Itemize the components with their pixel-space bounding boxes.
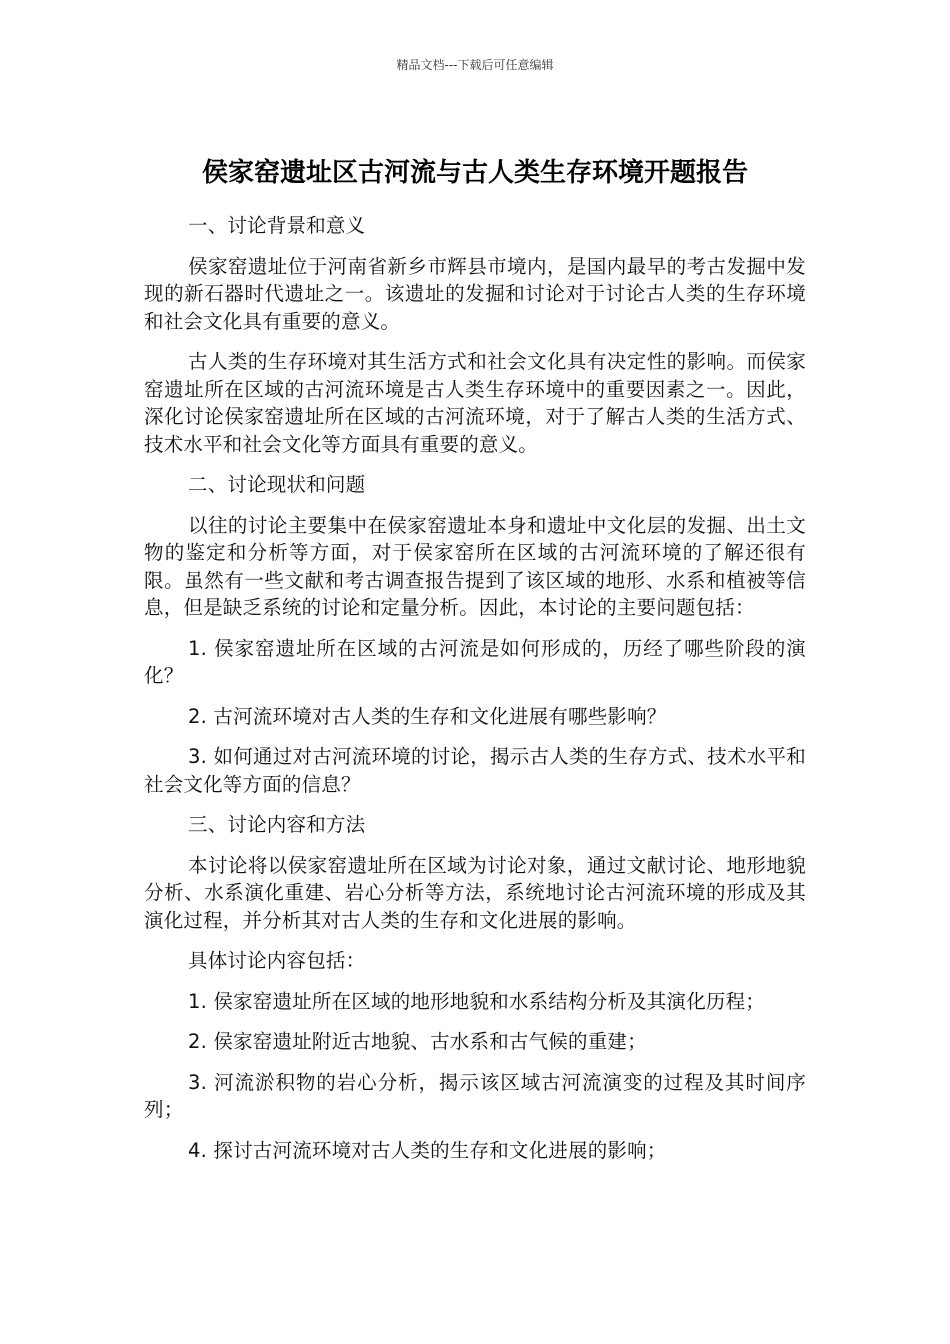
paragraph-environment-importance: 古人类的生存环境对其生活方式和社会文化具有决定性的影响。而侯家窑遗址所在区域的古河流环境是古人类生存环境中的重要因素之一。因此，深化讨论侯家窑遗址所在区域的古河流环境，对于了解古人类的生活方式、技术水平和社会文化等方面具有重要的意义。 (144, 350, 806, 456)
paragraph-content-intro: 具体讨论内容包括： (188, 949, 366, 972)
content-item-2: 2. 侯家窑遗址附近古地貌、古水系和古气候的重建； (188, 1030, 647, 1053)
content-item-4: 4. 探讨古河流环境对古人类的生存和文化进展的影响； (188, 1138, 667, 1162)
section-heading-background: 一、讨论背景和意义 (188, 214, 366, 237)
paragraph-previous-research: 以往的讨论主要集中在侯家窑遗址本身和遗址中文化层的发掘、出土文物的鉴定和分析等方面，对于侯家窑所在区域的古河流环境的了解还很有限。虽然有一些文献和考古调查报告提到了该区域的地形、水系和植被等信息，但是缺乏系统的讨论和定量分析。因此，本讨论的主要问题包括： (144, 513, 806, 619)
section-heading-content-methods: 三、讨论内容和方法 (188, 813, 366, 836)
document-title: 侯家窑遗址区古河流与古人类生存环境开题报告 (201, 158, 748, 189)
paragraph-research-approach: 本讨论将以侯家窑遗址所在区域为讨论对象，通过文献讨论、地形地貌分析、水系演化重建、岩心分析等方法，系统地讨论古河流环境的形成及其演化过程，并分析其对古人类的生存和文化进展的影响。 (144, 853, 806, 932)
question-item-3: 3. 如何通过对古河流环境的讨论，揭示古人类的生存方式、技术水平和社会文化等方面的信息？ (144, 745, 806, 796)
paragraph-site-location: 侯家窑遗址位于河南省新乡市辉县市境内，是国内最早的考古发掘中发现的新石器时代遗址之一。该遗址的发掘和讨论对于讨论古人类的生存环境和社会文化具有重要的意义。 (144, 254, 806, 333)
question-item-1: 1. 侯家窑遗址所在区域的古河流是如何形成的，历经了哪些阶段的演化？ (144, 636, 806, 687)
section-heading-status: 二、讨论现状和问题 (188, 473, 366, 496)
page-header-note: 精品文档---下载后可任意编辑 (396, 58, 554, 72)
document-body (144, 212, 806, 1177)
content-item-3: 3. 河流淤积物的岩心分析，揭示该区域古河流演变的过程及其时间序列； (144, 1070, 806, 1121)
question-item-2: 2. 古河流环境对古人类的生存和文化进展有哪些影响？ (188, 704, 667, 728)
content-item-1: 1. 侯家窑遗址所在区域的地形地貌和水系结构分析及其演化历程； (188, 989, 766, 1013)
